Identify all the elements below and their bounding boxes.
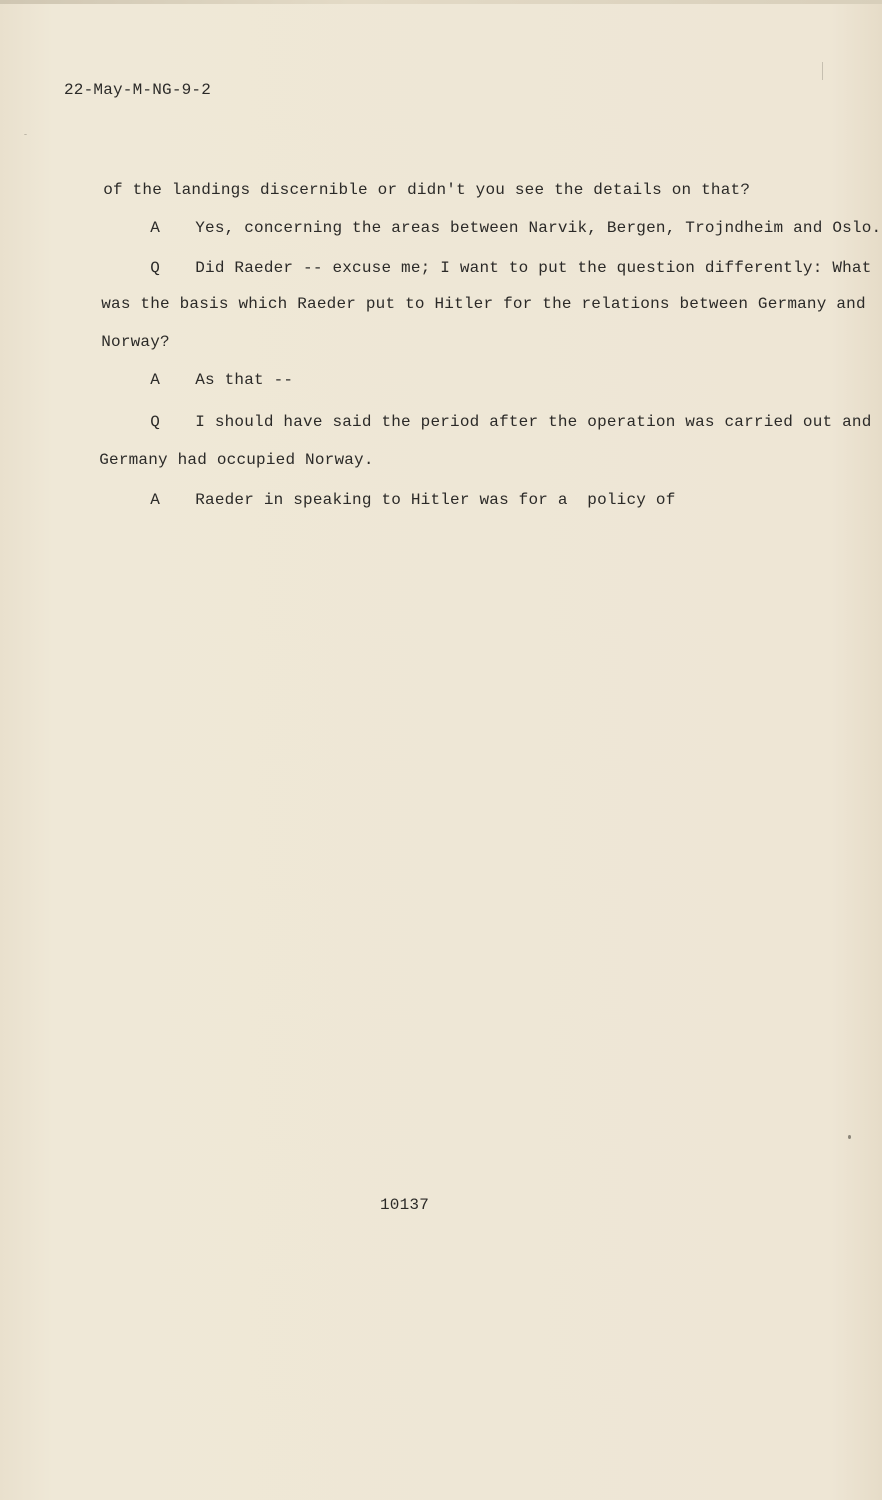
line-text: As that -- xyxy=(195,371,294,389)
paper-speck xyxy=(822,62,823,80)
line-text: of the landings discernible or didn't you see the details on that? xyxy=(103,181,751,199)
speaker-label: Q xyxy=(150,259,161,277)
line-text: Yes, concerning the areas between Narvik, Bergen, Trojndheim and Oslo. xyxy=(195,219,882,237)
speaker-label: A xyxy=(150,219,161,237)
line-text: was the basis which Raeder put to Hitler for the relations between Germany and xyxy=(101,295,866,313)
line-text: Raeder in speaking to Hitler was for a policy of xyxy=(195,491,676,509)
transcript-line xyxy=(64,470,676,530)
page-number: 10137 xyxy=(380,1196,430,1214)
speaker-label: A xyxy=(150,491,161,509)
line-text: I should have said the period after the operation was carried out and xyxy=(195,413,872,431)
page-top-edge xyxy=(0,0,882,4)
speaker-label: A xyxy=(150,371,161,389)
document-header: 22-May-M-NG-9-2 xyxy=(64,81,212,99)
transcript-line xyxy=(62,274,866,334)
paper-speck xyxy=(848,1135,851,1139)
line-text: Did Raeder -- excuse me; I want to put the question differently: What xyxy=(195,259,872,277)
line-text: Germany had occupied Norway. xyxy=(99,451,374,469)
speaker-label: Q xyxy=(150,413,161,431)
line-text: Norway? xyxy=(101,333,170,351)
paper-speck xyxy=(24,134,27,135)
